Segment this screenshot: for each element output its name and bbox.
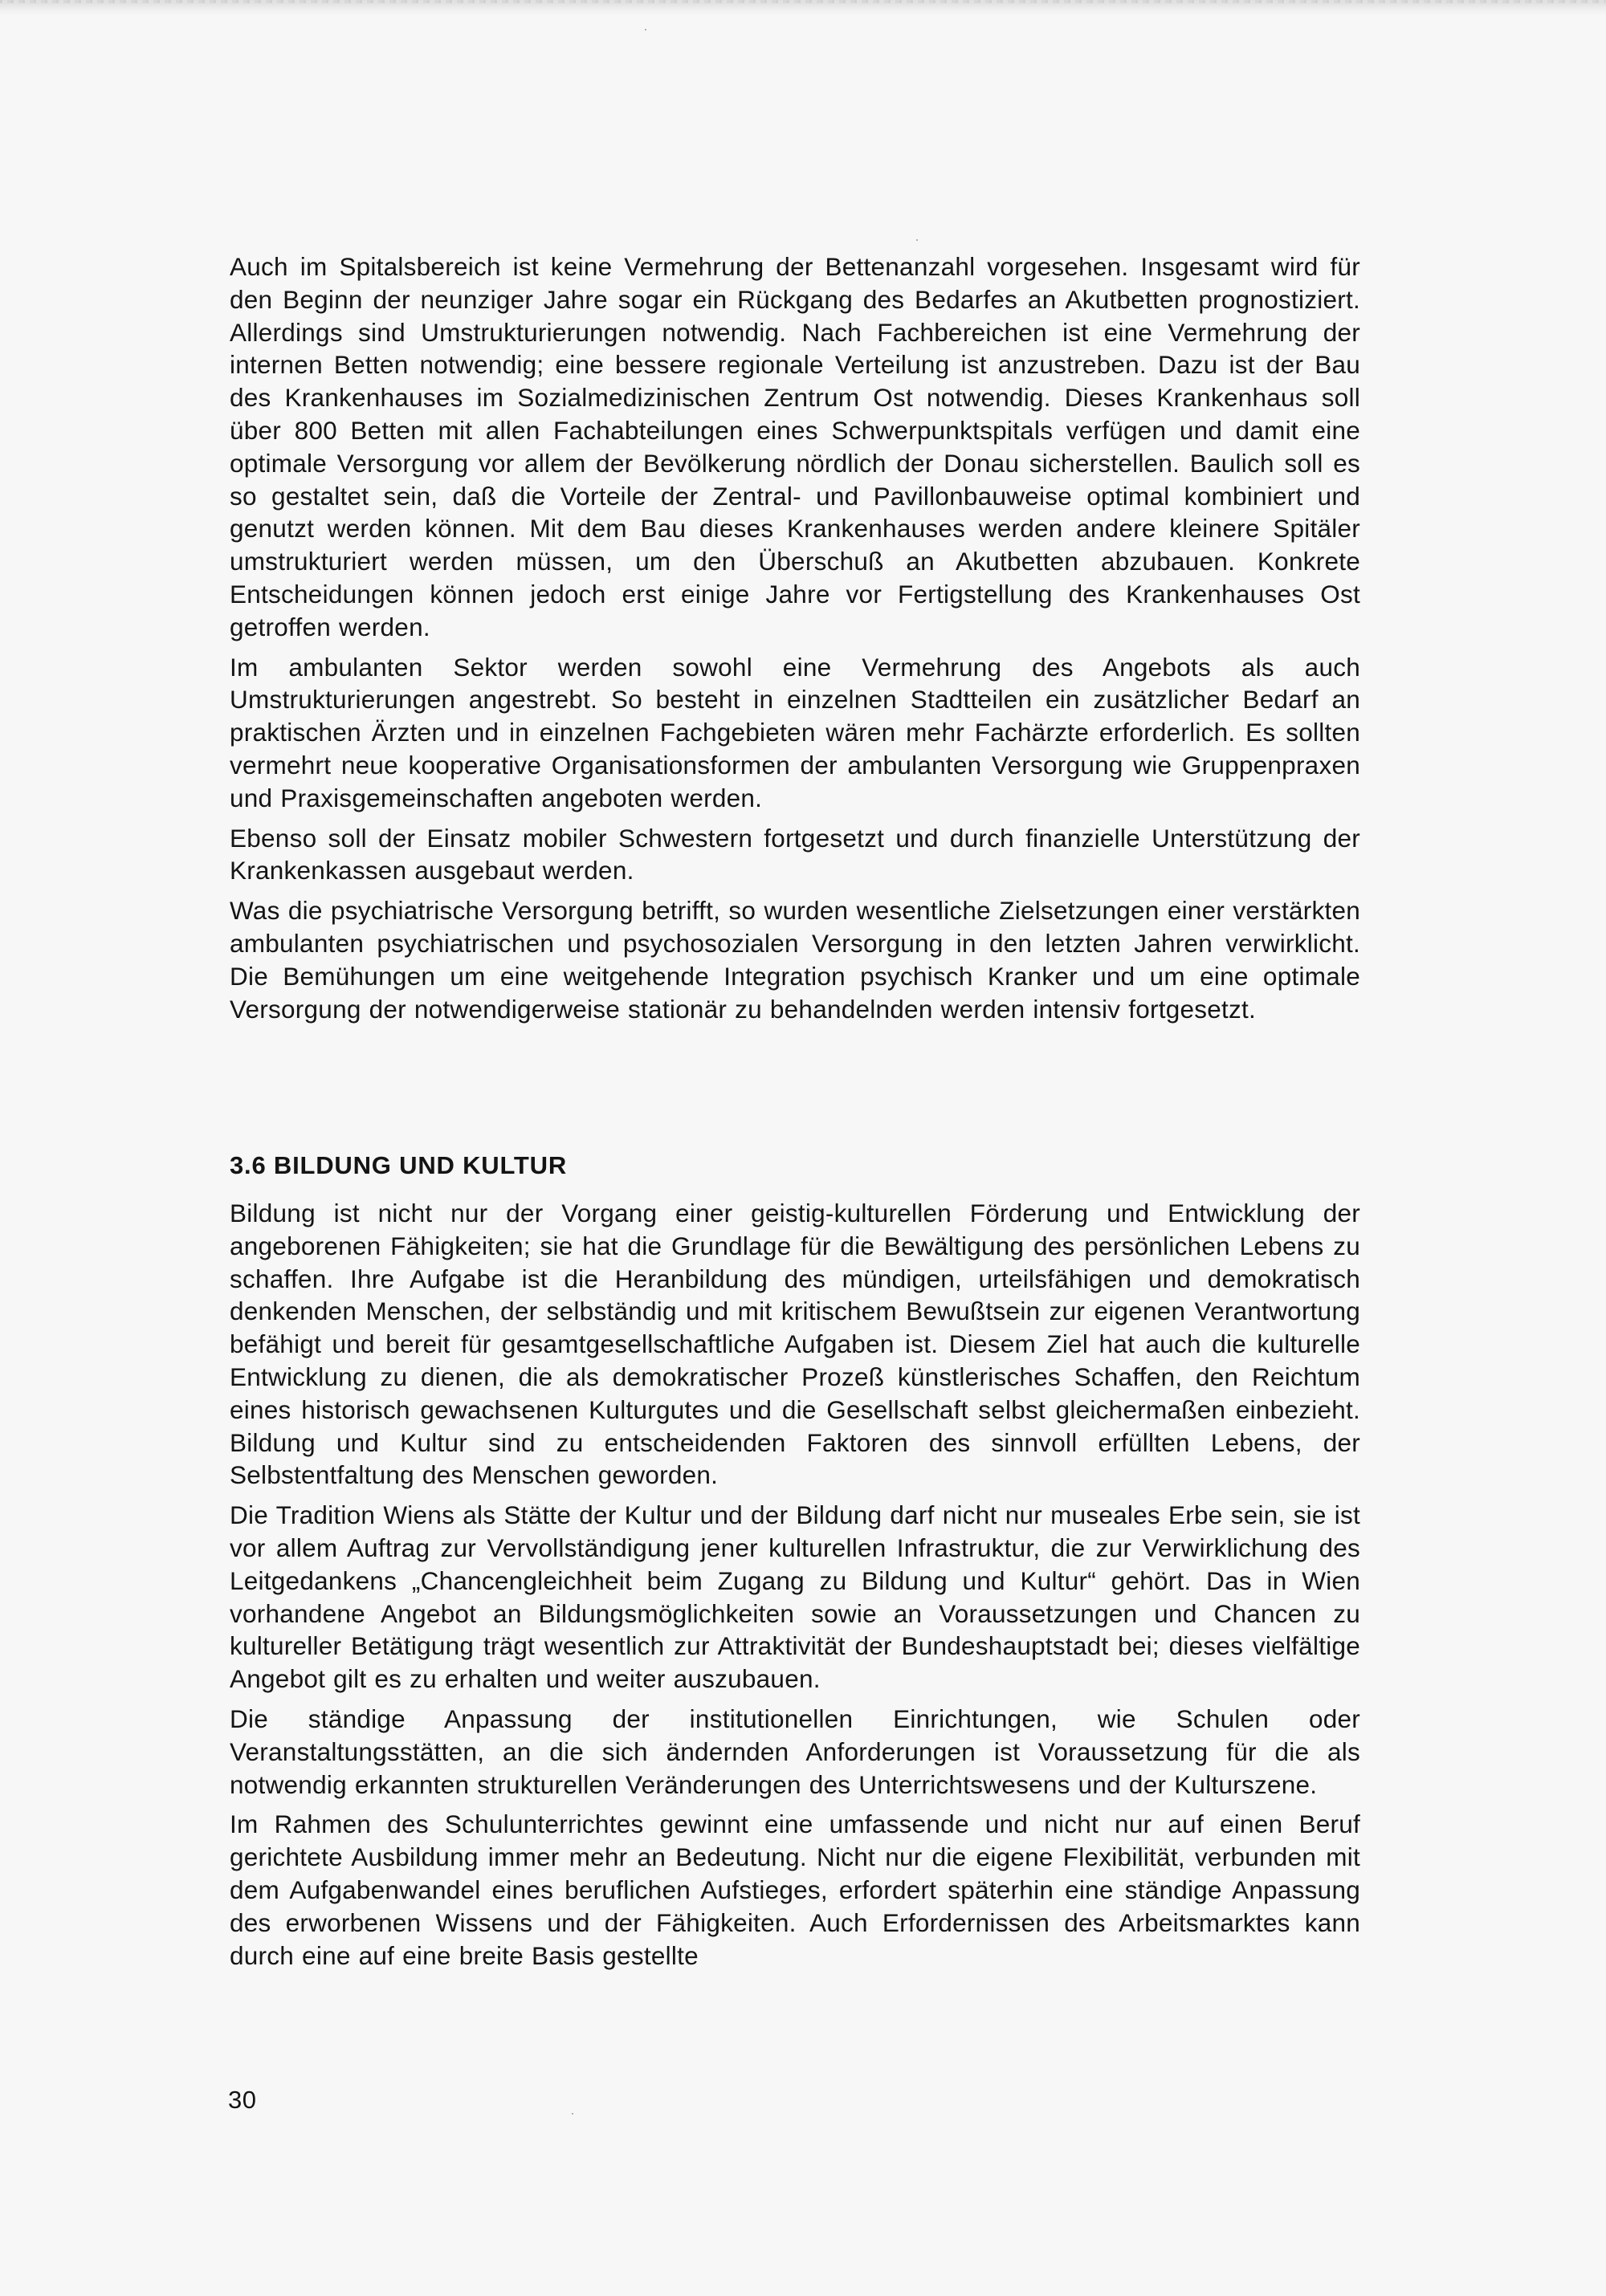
paragraph-mobile-schwestern: Ebenso soll der Einsatz mobiler Schwestern fortgesetzt und durch finanzielle Unterstützung der Krankenkassen ausgebaut werden.	[230, 823, 1360, 885]
section-heading-bildung-und-kultur: 3.6 BILDUNG UND KULTUR	[230, 1151, 568, 1179]
scan-speck	[916, 239, 918, 241]
paragraph-psychiatrische-versorgung: Was die psychiatrische Versorgung betrifft, so wurden wesentliche Zielsetzungen einer verstärkten ambulanten psychiatrischen und psychosozialen Versorgung in den letzten Jahren verwirklicht. Die Bemühungen um eine weitgehende Integration psychisch Kranker und um eine optimale Versorgung der notwendigerweise stationär zu behandelnden werden intensiv fortgesetzt.	[230, 896, 1360, 1024]
scan-speck	[572, 2113, 573, 2115]
paragraph-spitalsbereich: Auch im Spitalsbereich ist keine Vermehrung der Bettenanzahl vorgesehen. Insgesamt wird für den Beginn der neunziger Jahre sogar ein Rückgang des Bedarfes an Akutbetten prognostiziert. Allerdings sind Umstrukturierungen notwendig. Nach Fachbereichen ist eine Vermehrung der internen Betten notwendig; eine bessere regionale Verteilung ist anzustreben. Dazu ist der Bau des Krankenhauses im Sozialmedizinischen Zentrum Ost notwendig. Dieses Krankenhaus soll über 800 Betten mit allen Fachabteilungen eines Schwerpunktspitals verfügen und damit eine optimale Versorgung vor allem der Bevölkerung nördlich der Donau sicherstellen. Baulich soll es so gestaltet sein, daß die Vorteile der Zentral- und Pavillonbauweise optimal kombiniert und genutzt werden können. Mit dem Bau dieses Krankenhauses werden andere kleinere Spitäler umstrukturiert werden müssen, um den Überschuß an Akutbetten abzubauen. Konkrete Entscheidungen können jedoch erst einige Jahre vor Fertigstellung des Krankenhauses Ost getroffen werden.	[230, 252, 1360, 641]
section-heading-wrap	[230, 1150, 1360, 1182]
page-number: 30	[228, 2086, 257, 2114]
paragraph-schulunterricht: Im Rahmen des Schulunterrichtes gewinnt eine umfassende und nicht nur auf einen Beruf gerichtete Ausbildung immer mehr an Bedeutung. Nicht nur die eigene Flexibilität, verbunden mit dem Aufgabenwandel eines beruflichen Aufstieges, erfordert späterhin eine ständige Anpassung des erworbenen Wissens und der Fähigkeiten. Auch Erfordernissen des Arbeitsmarktes kann durch eine auf eine breite Basis gestellte	[230, 1810, 1360, 1970]
paragraph-tradition-wiens: Die Tradition Wiens als Stätte der Kultur und der Bildung darf nicht nur museales Erbe sein, sie ist vor allem Auftrag zur Vervollständigung jener kulturellen Infrastruktur, die zur Verwirklichung des Leitgedankens „Chancengleichheit beim Zugang zu Bildung und Kultur“ gehört. Das in Wien vorhandene Angebot an Bildungsmöglichkeiten sowie an Voraussetzungen und Chancen zu kultureller Betätigung trägt wesentlich zur Attraktivität der Bundeshauptstadt bei; dieses vielfältige Angebot gilt es zu erhalten und weiter auszubauen.	[230, 1500, 1360, 1694]
section-spitalsbereich	[230, 250, 1360, 1032]
scan-speck	[645, 29, 646, 31]
paragraph-bildung-definition: Bildung ist nicht nur der Vorgang einer geistig-kulturellen Förderung und Entwicklung der angeborenen Fähigkeiten; sie hat die Grundlage für die Bewältigung des persönlichen Lebens zu schaffen. Ihre Aufgabe ist die Heranbildung des mündigen, urteilsfähigen und demokratisch denkenden Menschen, der selbständig und mit kritischem Bewußtsein zur eigenen Verantwortung befähigt und bereit für gesamtgesellschaftliche Aufgaben ist. Diesem Ziel hat auch die kulturelle Entwicklung zu dienen, die als demokratischer Prozeß künstlerisches Schaffen, den Reichtum eines historisch gewachsenen Kulturgutes und die Gesellschaft selbst gleichermaßen einbezieht. Bildung und Kultur sind zu entscheidenden Faktoren des sinnvoll erfüllten Lebens, der Selbstentfaltung des Menschen geworden.	[230, 1199, 1360, 1490]
paragraph-anpassung-einrichtungen: Die ständige Anpassung der institutionellen Einrichtungen, wie Schulen oder Veranstaltungsstätten, an die sich ändernden Anforderungen ist Voraussetzung für die als notwendig erkannten strukturellen Veränderungen des Unterrichtswesens und der Kulturszene.	[230, 1704, 1360, 1799]
paragraph-ambulanter-sektor: Im ambulanten Sektor werden sowohl eine Vermehrung des Angebots als auch Umstrukturierungen angestrebt. So besteht in einzelnen Stadtteilen ein zusätzlicher Bedarf an praktischen Ärzten und in einzelnen Fachgebieten wären mehr Fachärzte erforderlich. Es sollten vermehrt neue kooperative Organisationsformen der ambulanten Versorgung wie Gruppenpraxen und Praxisgemeinschaften angeboten werden.	[230, 652, 1360, 812]
section-bildung-und-kultur	[230, 1197, 1360, 1979]
